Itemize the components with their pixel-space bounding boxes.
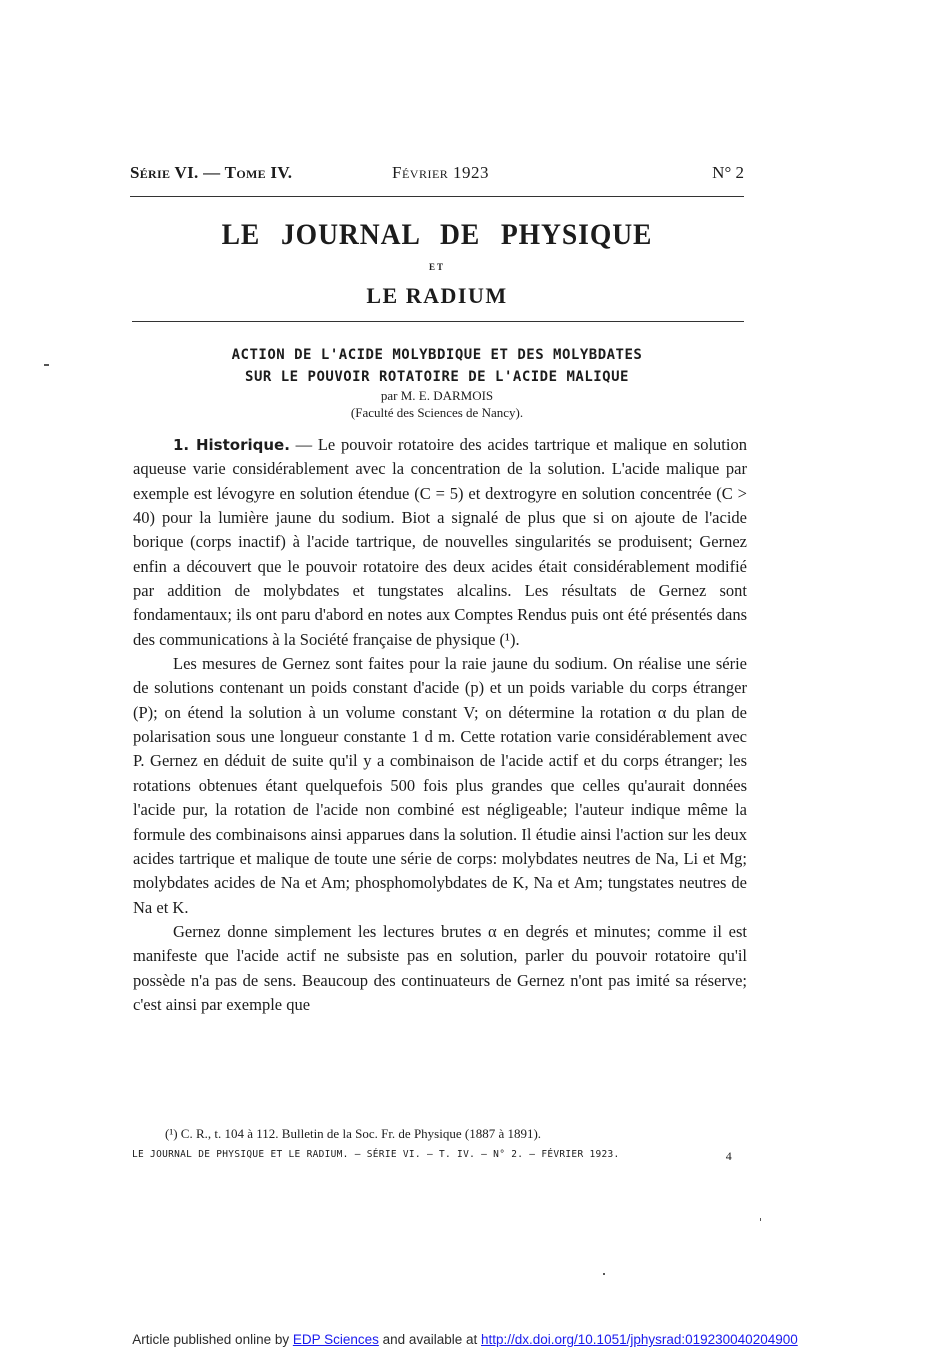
journal-et: ET bbox=[428, 262, 445, 272]
author-byline: par M. E. DARMOIS bbox=[380, 388, 494, 403]
author-affiliation: (Faculté des Sciences de Nancy). bbox=[350, 405, 524, 420]
footnote: (¹) C. R., t. 104 à 112. Bulletin de la Soc. Fr. de Physique (1887 à 1891). bbox=[165, 1126, 542, 1141]
doi-link[interactable]: http://dx.doi.org/10.1051/jphysrad:019230040204900 bbox=[480, 1332, 798, 1347]
paragraph-text: — Le pouvoir rotatoire des acides tartrique et malique en solution aqueuse varie considérablement avec la concentration de la solution. L'acide malique par exemple est lévogyre en solution étendue (C = 5) et dextrogyre en solution concentrée (C > 40) pour la lumière jaune du sodium. Biot a signalé de plus que si on ajoute de l'acide borique (corps inactif) à l'acide tartrique, de nouvelles singularités se produisent; Gernez enfin a découvert que le pouvoir rotatoire des deux acides était considérablement modifié par addition de molybdates et tungstates alcalins. Les résultats de Gernez sont fondamentaux; ils ont paru d'abord en notes aux Comptes Rendus puis ont été présentés dans des communications à la Société française de physique (¹). bbox=[133, 435, 747, 649]
article-title bbox=[130, 344, 744, 388]
page-number: 4 bbox=[725, 1149, 732, 1163]
article-body bbox=[133, 433, 747, 1017]
section-heading: 1. Historique. bbox=[173, 436, 290, 454]
article-title-line-1: ACTION DE L'ACIDE MOLYBDIQUE ET DES MOLYBDATES bbox=[231, 347, 643, 363]
publication-notice bbox=[0, 1332, 930, 1347]
issue-date: Février 1923 bbox=[392, 163, 490, 182]
running-header bbox=[130, 163, 744, 187]
journal-subtitle: LE RADIUM bbox=[366, 283, 508, 308]
paragraph-historique bbox=[133, 433, 747, 652]
publisher-link[interactable]: EDP Sciences bbox=[292, 1332, 379, 1347]
scan-speck bbox=[603, 1273, 605, 1275]
page-footer bbox=[132, 1149, 744, 1165]
paragraph-gernez-readings: Gernez donne simplement les lectures brutes α en degrés et minutes; comme il est manifeste que l'acide actif ne subsiste pas en solution, parler du pouvoir rotatoire qu'il possède n'a pas de sens. Beaucoup des continuateurs de Gernez n'ont pas imité sa réserve; c'est ainsi par exemple que bbox=[133, 921, 747, 1014]
scan-speck bbox=[760, 1218, 761, 1221]
publication-middle: and available at bbox=[378, 1332, 481, 1347]
publication-prefix: Article published online by bbox=[132, 1332, 293, 1347]
scan-speck bbox=[44, 364, 49, 366]
issue-number: N° 2 bbox=[712, 163, 744, 182]
paragraph-gernez-measures: Les mesures de Gernez sont faites pour la raie jaune du sodium. On réalise une série de solutions contenant un poids constant d'acide (p) et un poids variable du corps étranger (P); on étend la solution à un volume constant V; on détermine la rotation α du plan de polarisation sous une longueur constante 1 d m. Cette rotation varie considérablement avec P. Gernez en déduit de suite qu'il y a combinaison de l'acide actif et du corps étranger; les rotations obtenues étant quelquefois 500 fois plus grandes que celles qu'aurait données l'acide pur, la rotation de l'acide non combiné est négligeable; l'auteur indique même la formule des combinaisons ainsi apparues dans la solution. Il étudie ainsi l'action sur les deux acides tartrique et malique de toute une série de corps: molybdates neutres de Na, Li et Mg; molybdates acides de Na et Am; phosphomolybdates de K, Na et Am; tungstates neutres de Na et K. bbox=[133, 654, 747, 917]
masthead-divider bbox=[132, 321, 744, 322]
series-volume-label: Série VI. — Tome IV. bbox=[130, 163, 293, 182]
article-title-line-2: SUR LE POUVOIR ROTATOIRE DE L'ACIDE MALIQUE bbox=[245, 369, 629, 385]
footer-citation: LE JOURNAL DE PHYSIQUE ET LE RADIUM. — SÉRIE VI. — T. IV. — N° 2. — FÉVRIER 1923. bbox=[132, 1149, 620, 1160]
header-divider bbox=[130, 196, 744, 197]
journal-title: LE JOURNAL DE PHYSIQUE bbox=[221, 218, 653, 251]
